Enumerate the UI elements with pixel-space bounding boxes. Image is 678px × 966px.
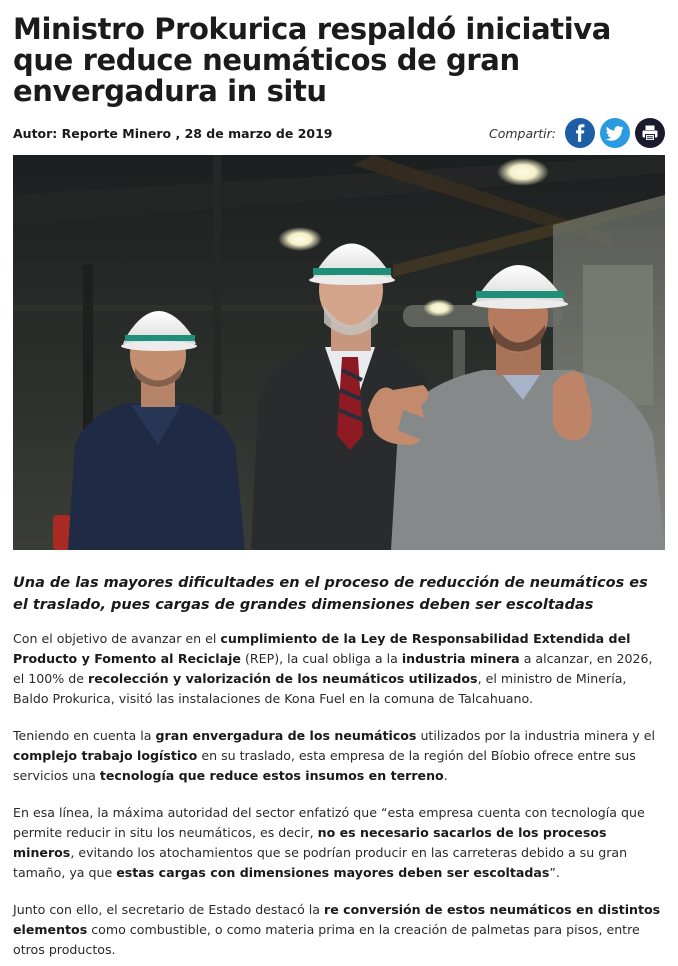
article-title: Ministro Prokurica respaldó iniciativa que reduce neumáticos de gran envergadura in situ	[13, 12, 611, 108]
article-body	[13, 629, 665, 960]
bold-text: tecnología que reduce estos insumos en terreno	[99, 768, 444, 783]
article-meta	[13, 116, 665, 150]
bold-text: recolección y valorización de los neumáticos utilizados	[88, 671, 478, 686]
text-run: en su traslado, esta empresa de la región del Bíobio ofrece entre sus servicios una	[13, 748, 636, 783]
facebook-icon	[573, 124, 587, 142]
twitter-share-button[interactable]	[600, 118, 630, 148]
text-run: a alcanzar, en 2026, el 100% de	[13, 651, 653, 686]
bold-text: no es necesario sacarlos de los procesos mineros	[13, 825, 607, 860]
text-run: como combustible, o como materia prima en la creación de palmetas para pisos, entre otros productos.	[13, 922, 640, 957]
text-run: Teniendo en cuenta la	[13, 728, 156, 743]
article-photo	[13, 155, 665, 550]
bold-text: cumplimiento de la Ley de Responsabilidad Extendida del Producto y Fomento al Reciclaje	[13, 631, 631, 666]
text-run: .	[443, 768, 448, 783]
text-run: , evitando los atochamientos que se podrían producir en las carreteras debido a su gran tamaño, ya que	[13, 845, 628, 880]
bold-text: complejo trabajo logístico	[13, 748, 198, 763]
paragraph	[13, 726, 665, 786]
facebook-share-button[interactable]	[565, 118, 595, 148]
print-icon	[641, 124, 659, 142]
bold-text: industria minera	[401, 651, 520, 666]
author-line: Autor: Reporte Minero , 28 de marzo de 2019	[13, 125, 333, 141]
share-label: Compartir:	[488, 125, 556, 141]
article-lead: Una de las mayores dificultades en el proceso de reducción de neumáticos es el traslado, pues cargas de grandes dimensiones deben ser escoltadas	[13, 575, 648, 613]
paragraph	[13, 629, 665, 709]
paragraph	[13, 803, 665, 883]
bold-text: re conversión de estos neumáticos en distintos elementos	[13, 902, 661, 937]
print-button[interactable]	[635, 118, 665, 148]
bold-text: estas cargas con dimensiones mayores deben ser escoltadas	[116, 865, 550, 880]
text-run: (REP), la cual obliga a la	[240, 651, 402, 666]
twitter-icon	[606, 126, 624, 141]
text-run: ”.	[549, 865, 560, 880]
bold-text: gran envergadura de los neumáticos	[155, 728, 417, 743]
text-run: , el ministro de Minería, Baldo Prokurica, visitó las instalaciones de Kona Fuel en la comuna de Talcahuano.	[13, 671, 627, 706]
paragraph	[13, 900, 665, 960]
text-run: Con el objetivo de avanzar en el	[13, 631, 221, 646]
share-bar	[489, 118, 665, 148]
text-run: En esa línea, la máxima autoridad del sector enfatizó que “esta empresa cuenta con tecnología que permite reducir in situ los neumáticos, es decir,	[13, 805, 645, 840]
text-run: Junto con ello, el secretario de Estado destacó la	[13, 902, 325, 917]
text-run: utilizados por la industria minera y el	[416, 728, 655, 743]
